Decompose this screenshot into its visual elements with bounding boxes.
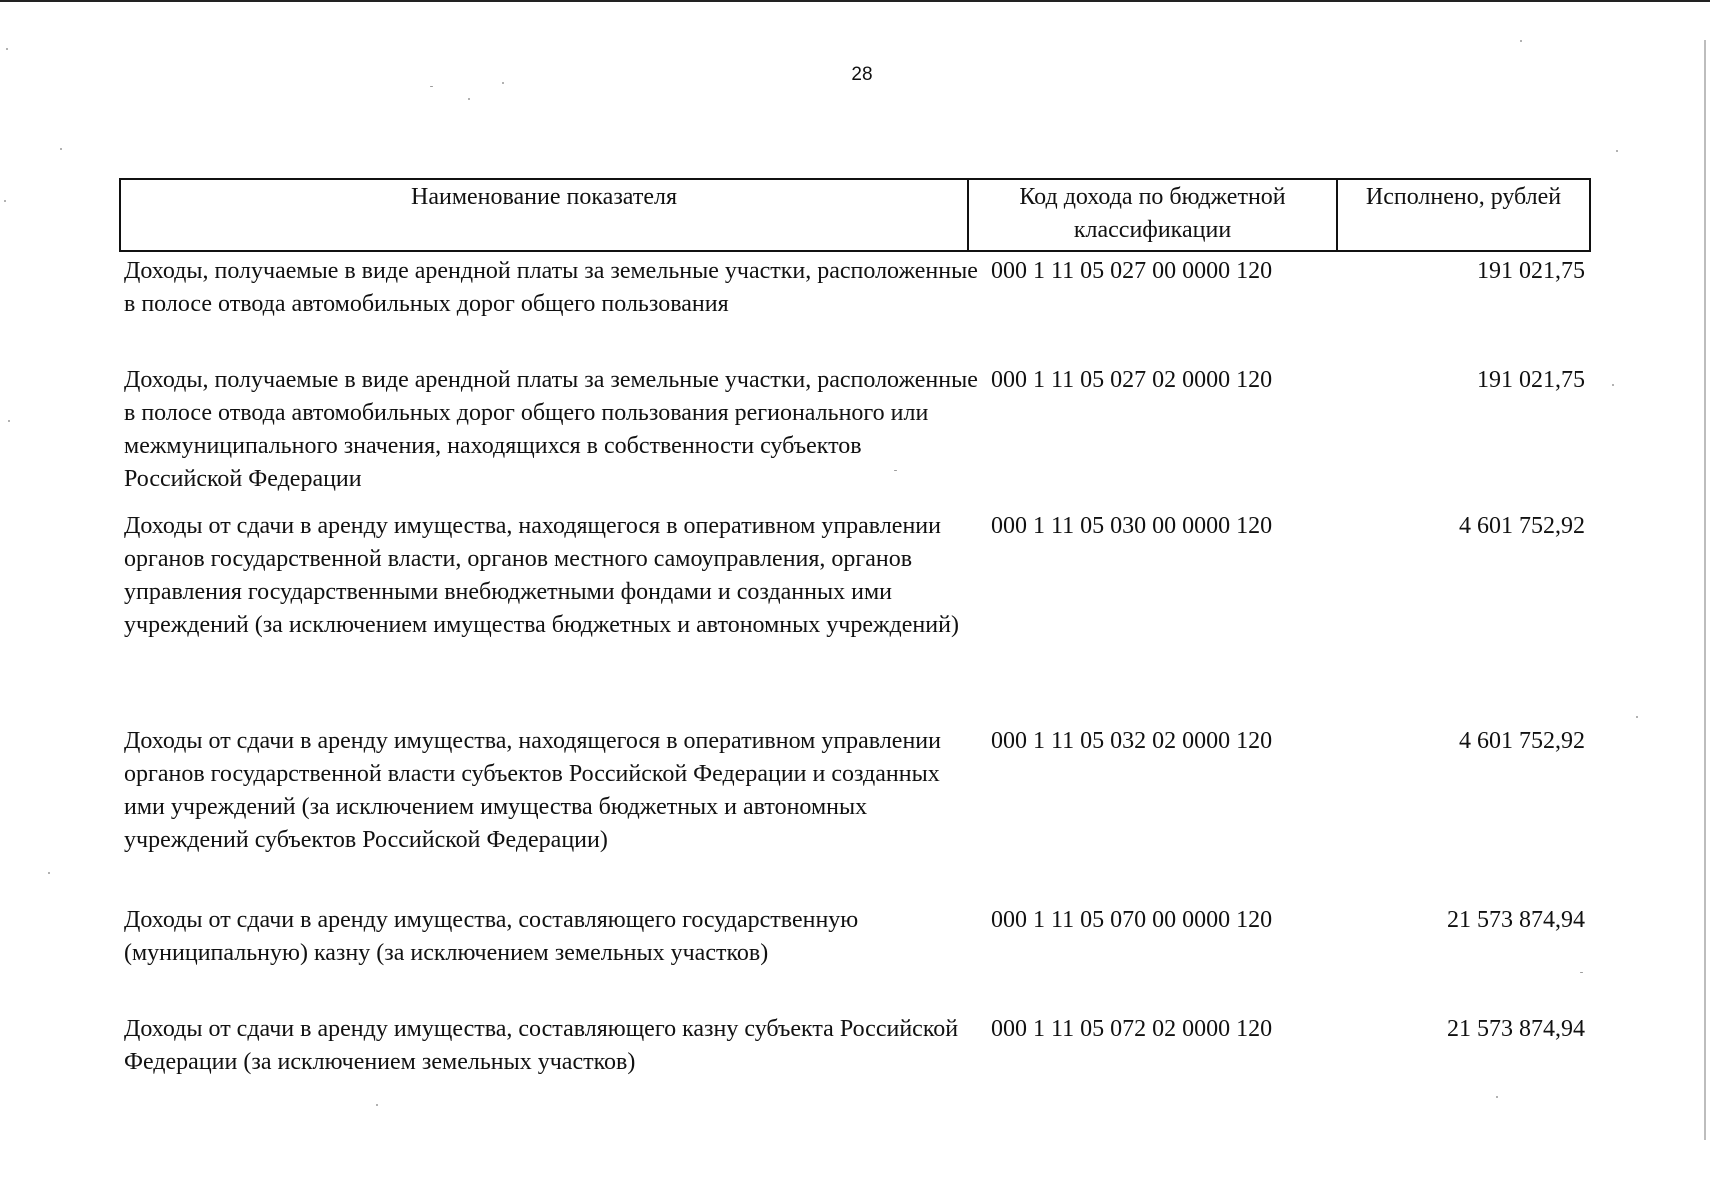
- header-code: Код дохода по бюджетной классификации: [969, 180, 1338, 250]
- scan-speck: [6, 48, 8, 50]
- row-code: 000 1 11 05 027 02 0000 120: [991, 367, 1273, 393]
- row-code: 000 1 11 05 027 00 0000 120: [991, 258, 1273, 284]
- scan-speck: [48, 872, 50, 874]
- page-top-edge: [0, 0, 1710, 2]
- row-name: Доходы от сдачи в аренду имущества, составляющего казну субъекта Российской Федерации (за исключением земельных участков): [124, 1016, 959, 1075]
- row-sum: 191 021,75: [1477, 258, 1585, 284]
- row-name: Доходы, получаемые в виде арендной платы за земельные участки, расположенные в полосе отвода автомобильных дорог общего пользования регионального или межмуниципального значения, находящихся в собственности субъектов Российской Федерации: [124, 367, 978, 492]
- scan-speck: [8, 420, 10, 422]
- scan-speck: [376, 1104, 378, 1106]
- row-code: 000 1 11 05 072 02 0000 120: [991, 1016, 1273, 1042]
- row-sum: 4 601 752,92: [1459, 728, 1585, 754]
- table-header: [119, 178, 1591, 252]
- scan-speck: [1520, 40, 1522, 42]
- scan-speck: [60, 148, 62, 150]
- page-right-edge: [1704, 40, 1706, 1140]
- scan-speck: [1580, 972, 1583, 973]
- row-code: 000 1 11 05 032 02 0000 120: [991, 728, 1273, 754]
- row-name: Доходы от сдачи в аренду имущества, составляющего государственную (муниципальную) казну (за исключением земельных участков): [124, 907, 859, 966]
- row-code: 000 1 11 05 070 00 0000 120: [991, 907, 1273, 933]
- scan-speck: [4, 200, 6, 202]
- scan-speck: [1496, 1096, 1498, 1098]
- row-name: Доходы от сдачи в аренду имущества, находящегося в оперативном управлении органов государственной власти, органов местного самоуправления, органов управления государственными внебюджетными фондами и созданных ими учреждений (за исключением имущества бюджетных и автономных учреждений): [124, 513, 959, 638]
- scan-speck: [430, 86, 433, 87]
- scan-speck: [1636, 716, 1638, 718]
- row-name: Доходы, получаемые в виде арендной платы за земельные участки, расположенные в полосе отвода автомобильных дорог общего пользования: [124, 258, 978, 317]
- header-name: Наименование показателя: [121, 180, 969, 250]
- page-number: 28: [851, 64, 873, 85]
- row-name: Доходы от сдачи в аренду имущества, находящегося в оперативном управлении органов государственной власти субъектов Российской Федерации и созданных ими учреждений (за исключением имущества бюджетных и автономных учреждений субъектов Российской Федерации): [124, 728, 941, 853]
- row-sum: 4 601 752,92: [1459, 513, 1585, 539]
- scan-speck: [468, 98, 470, 100]
- row-sum: 191 021,75: [1477, 367, 1585, 393]
- header-sum: Исполнено, рублей: [1365, 184, 1562, 210]
- scan-speck: [1616, 150, 1618, 152]
- row-code: 000 1 11 05 030 00 0000 120: [991, 513, 1273, 539]
- row-sum: 21 573 874,94: [1447, 1016, 1585, 1042]
- scan-speck: [1612, 384, 1614, 386]
- row-sum: 21 573 874,94: [1447, 907, 1585, 933]
